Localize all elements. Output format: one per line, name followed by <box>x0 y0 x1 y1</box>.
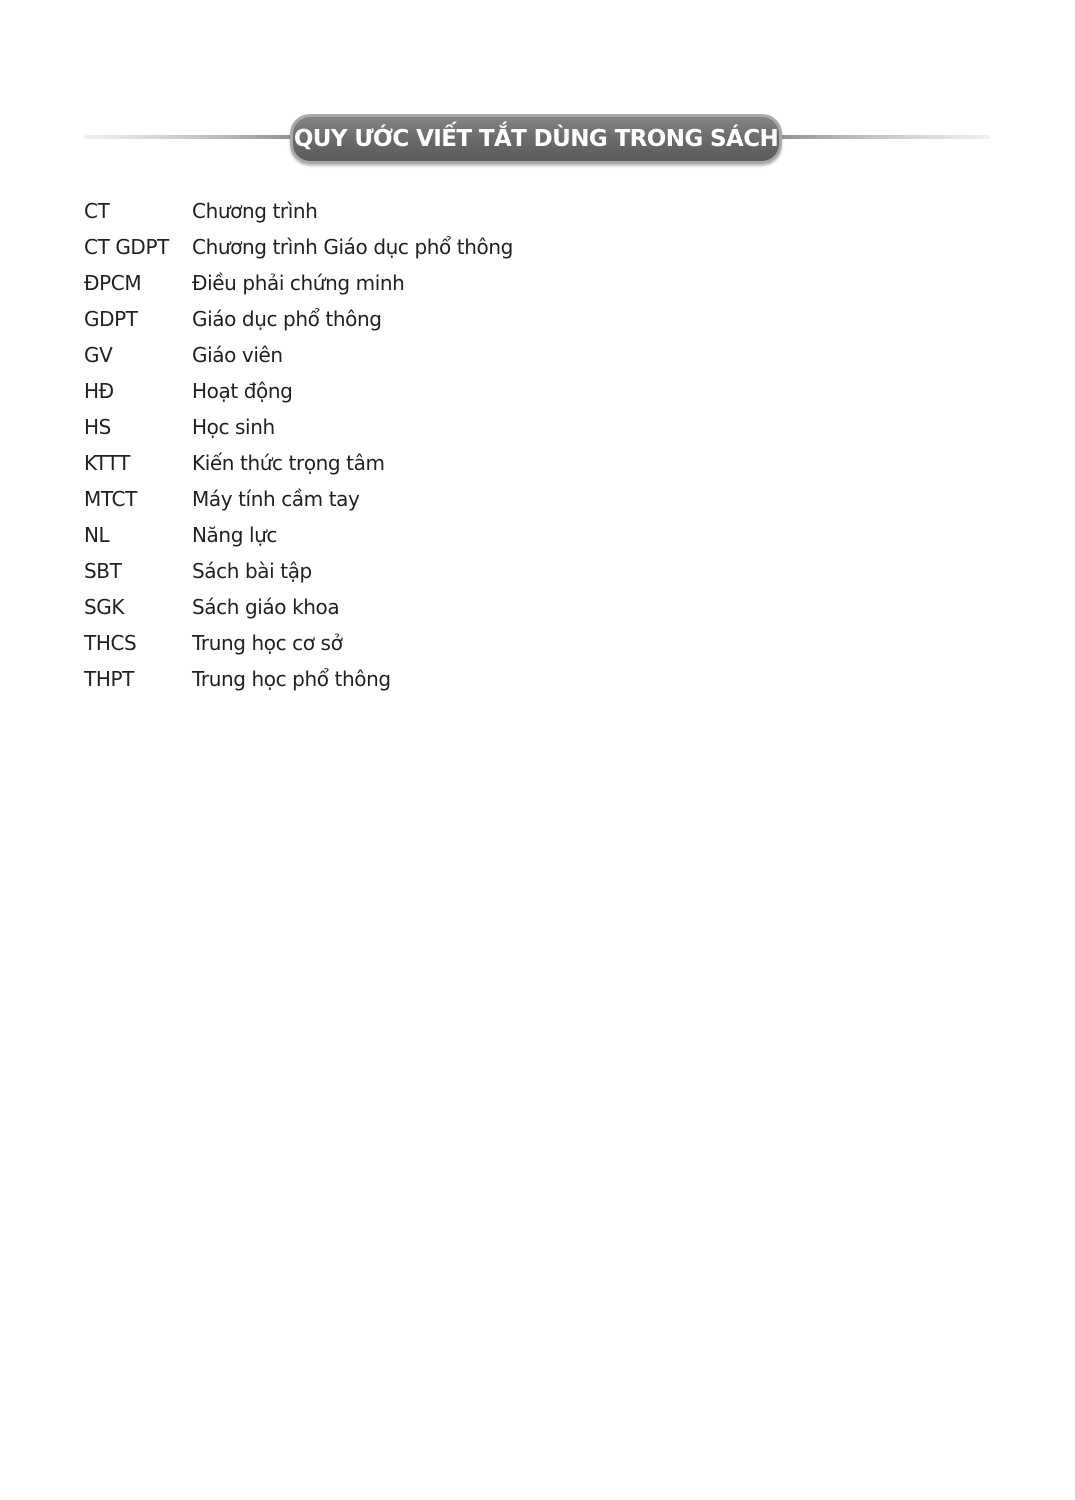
abbreviation-code: HĐ <box>84 379 114 403</box>
list-item <box>84 517 513 553</box>
list-item <box>84 193 513 229</box>
abbreviation-code: NL <box>84 523 110 547</box>
abbreviation-meaning: Giáo viên <box>192 343 283 367</box>
abbreviation-code: SGK <box>84 595 125 619</box>
abbreviation-meaning: Kiến thức trọng tâm <box>192 451 385 475</box>
abbreviation-code: CT GDPT <box>84 235 169 259</box>
list-item <box>84 589 513 625</box>
abbreviation-code: GDPT <box>84 307 138 331</box>
list-item <box>84 445 513 481</box>
abbreviation-code: SBT <box>84 559 122 583</box>
list-item <box>84 229 513 265</box>
header-rule-right <box>774 135 990 139</box>
abbreviation-meaning: Học sinh <box>192 415 275 439</box>
abbreviation-meaning: Chương trình Giáo dục phổ thông <box>192 235 513 259</box>
abbreviation-code: MTCT <box>84 487 137 511</box>
header-title-box <box>290 114 782 164</box>
abbreviation-code: HS <box>84 415 111 439</box>
abbreviation-meaning: Sách bài tập <box>192 559 312 583</box>
page-title: QUY ƯỚC VIẾT TẮT DÙNG TRONG SÁCH <box>293 126 779 152</box>
list-item <box>84 625 513 661</box>
abbreviation-meaning: Năng lực <box>192 523 277 547</box>
abbreviation-meaning: Trung học phổ thông <box>192 667 391 691</box>
section-header <box>84 112 990 170</box>
abbreviation-code: CT <box>84 199 110 223</box>
abbreviation-meaning: Sách giáo khoa <box>192 595 340 619</box>
list-item <box>84 661 513 697</box>
abbreviation-meaning: Trung học cơ sở <box>192 631 343 655</box>
list-item <box>84 409 513 445</box>
list-item <box>84 265 513 301</box>
header-rule-left <box>84 135 298 139</box>
abbreviation-meaning: Chương trình <box>192 199 318 223</box>
abbreviation-code: ĐPCM <box>84 271 142 295</box>
abbreviation-meaning: Máy tính cầm tay <box>192 487 360 511</box>
list-item <box>84 553 513 589</box>
abbreviation-meaning: Điều phải chứng minh <box>192 271 405 295</box>
abbreviation-code: THPT <box>84 667 134 691</box>
list-item <box>84 481 513 517</box>
abbreviation-meaning: Hoạt động <box>192 379 293 403</box>
list-item <box>84 373 513 409</box>
abbreviation-meaning: Giáo dục phổ thông <box>192 307 382 331</box>
abbreviation-code: KTTT <box>84 451 130 475</box>
list-item <box>84 337 513 373</box>
list-item <box>84 301 513 337</box>
abbreviation-code: THCS <box>84 631 137 655</box>
abbreviation-list <box>84 193 513 697</box>
abbreviation-code: GV <box>84 343 113 367</box>
